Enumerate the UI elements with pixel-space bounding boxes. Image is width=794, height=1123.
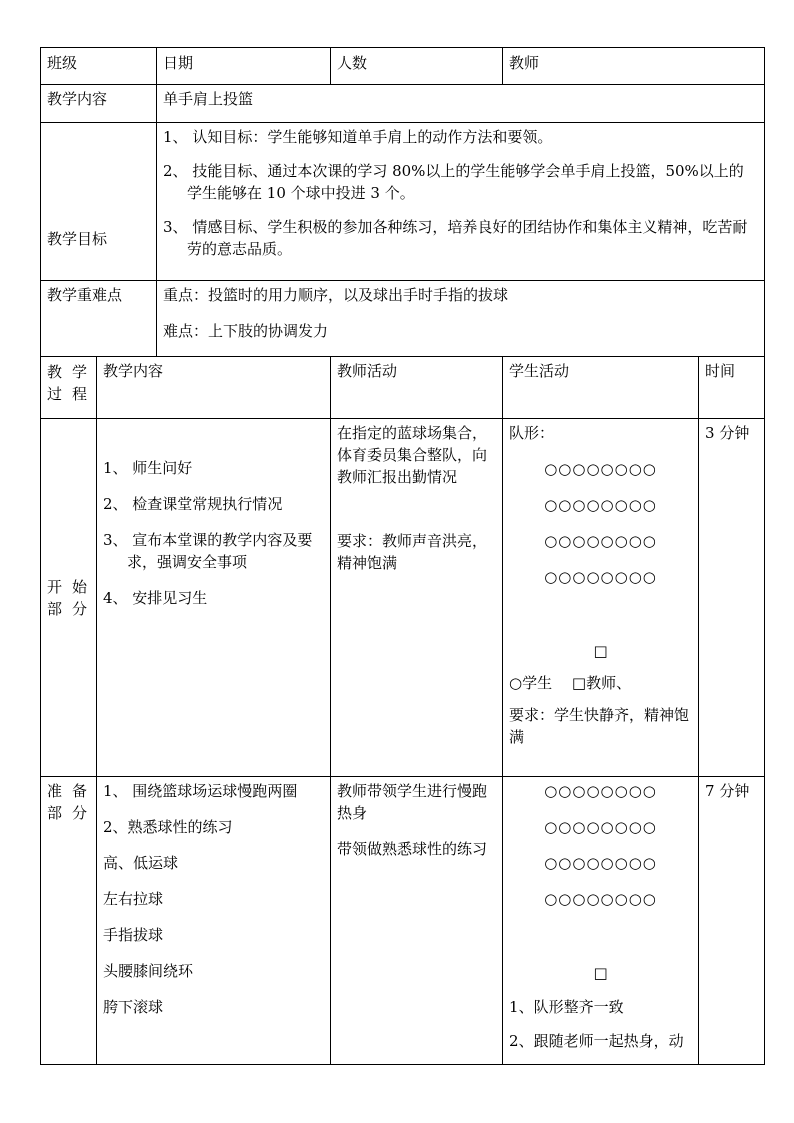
teacher-cell[interactable] bbox=[503, 48, 765, 85]
list-item: 2、 检查课堂常规执行情况 bbox=[103, 495, 283, 513]
teacher-requirement: 要求：教师声音洪亮，精神饱满 bbox=[337, 532, 488, 572]
count-label: 人数 bbox=[337, 54, 368, 72]
col-process-text: 教 学 过 程 bbox=[47, 363, 87, 403]
start-student bbox=[503, 419, 699, 777]
teacher-label: 教师 bbox=[509, 54, 540, 72]
list-item: 4、 安排见习生 bbox=[103, 589, 208, 607]
goal-item: 2、 技能目标、通过本次课的学习 80%以上的学生能够学会单手肩上投篮，50%以上的学生能够在 10 个球中投进 3 个。 bbox=[163, 162, 744, 202]
teacher-activity: 在指定的蓝球场集合，体育委员集合整队，向教师汇报出勤情况 bbox=[337, 424, 488, 486]
header-row bbox=[41, 48, 765, 85]
list-item: 1、 师生问好 bbox=[103, 459, 193, 477]
content-value: 单手肩上投篮 bbox=[157, 85, 765, 123]
col-teacher: 教师活动 bbox=[331, 357, 503, 419]
formation-legend: ○学生 □教师、 bbox=[509, 674, 632, 692]
formation-row: ○○○○○○○○ bbox=[544, 496, 657, 514]
start-section-row bbox=[41, 419, 765, 777]
formation-row: ○○○○○○○○ bbox=[544, 460, 657, 478]
content-label: 教学内容 bbox=[41, 85, 157, 123]
prep-section-row bbox=[41, 777, 765, 1065]
count-cell[interactable] bbox=[331, 48, 503, 85]
prep-label-text: 准 备 部 分 bbox=[47, 782, 87, 822]
key-point: 重点：投篮时的用力顺序，以及球出手时手指的拔球 bbox=[163, 286, 509, 304]
list-item: 手指拔球 bbox=[103, 926, 164, 944]
start-teacher bbox=[331, 419, 503, 777]
formation-row: ○○○○○○○○ bbox=[544, 854, 657, 872]
date-cell[interactable] bbox=[157, 48, 331, 85]
student-note: 2、跟随老师一起热身，动 bbox=[509, 1032, 684, 1050]
column-header-row bbox=[41, 357, 765, 419]
formation-row: ○○○○○○○○ bbox=[544, 890, 657, 908]
formation-row: ○○○○○○○○ bbox=[544, 782, 657, 800]
keypoints-cell bbox=[157, 281, 765, 357]
formation-row: ○○○○○○○○ bbox=[544, 568, 657, 586]
class-cell[interactable] bbox=[41, 48, 157, 85]
list-item: 高、低运球 bbox=[103, 854, 179, 872]
lesson-plan-table bbox=[40, 47, 765, 1065]
keypoints-label: 教学重难点 bbox=[41, 281, 157, 357]
prep-time: 7 分钟 bbox=[699, 777, 765, 1065]
list-item: 头腰膝间绕环 bbox=[103, 962, 194, 980]
teacher-square-icon: □ bbox=[593, 642, 608, 660]
student-note: 1、队形整齐一致 bbox=[509, 998, 624, 1016]
goal-item: 3、 情感目标、学生积极的参加各种练习，培养良好的团结协作和集体主义精神，吃苦耐劳的意志品质。 bbox=[163, 218, 748, 258]
formation-row: ○○○○○○○○ bbox=[544, 532, 657, 550]
prep-student bbox=[503, 777, 699, 1065]
col-student: 学生活动 bbox=[503, 357, 699, 419]
list-item: 3、 宣布本堂课的教学内容及要求，强调安全事项 bbox=[103, 531, 313, 571]
goals-list bbox=[157, 123, 765, 281]
list-item: 1、 围绕篮球场运球慢跑两圈 bbox=[103, 782, 298, 800]
prep-label bbox=[41, 777, 97, 1065]
start-label-text: 开 始 部 分 bbox=[47, 577, 87, 618]
difficult-point: 难点：上下肢的协调发力 bbox=[163, 322, 329, 340]
col-content: 教学内容 bbox=[97, 357, 331, 419]
prep-teacher bbox=[331, 777, 503, 1065]
list-item: 2、熟悉球性的练习 bbox=[103, 818, 233, 836]
student-requirement: 要求：学生快静齐，精神饱满 bbox=[509, 706, 690, 746]
col-process bbox=[41, 357, 97, 419]
start-content bbox=[97, 419, 331, 777]
teacher-square-icon: □ bbox=[593, 964, 608, 982]
start-time: 3 分钟 bbox=[699, 419, 765, 777]
goals-row bbox=[41, 123, 765, 281]
goals-label: 教学目标 bbox=[41, 123, 157, 281]
content-row bbox=[41, 85, 765, 123]
col-time: 时间 bbox=[699, 357, 765, 419]
goal-item: 1、 认知目标：学生能够知道单手肩上的动作方法和要领。 bbox=[163, 128, 553, 146]
class-label: 班级 bbox=[47, 54, 78, 72]
start-label bbox=[41, 419, 97, 777]
teacher-activity: 带领做熟悉球性的练习 bbox=[337, 840, 488, 858]
formation-title: 队形： bbox=[509, 424, 555, 442]
formation-row: ○○○○○○○○ bbox=[544, 818, 657, 836]
teacher-activity: 教师带领学生进行慢跑热身 bbox=[337, 782, 488, 822]
keypoints-row bbox=[41, 281, 765, 357]
prep-content bbox=[97, 777, 331, 1065]
list-item: 左右拉球 bbox=[103, 890, 164, 908]
list-item: 胯下滚球 bbox=[103, 998, 164, 1016]
date-label: 日期 bbox=[163, 54, 194, 72]
